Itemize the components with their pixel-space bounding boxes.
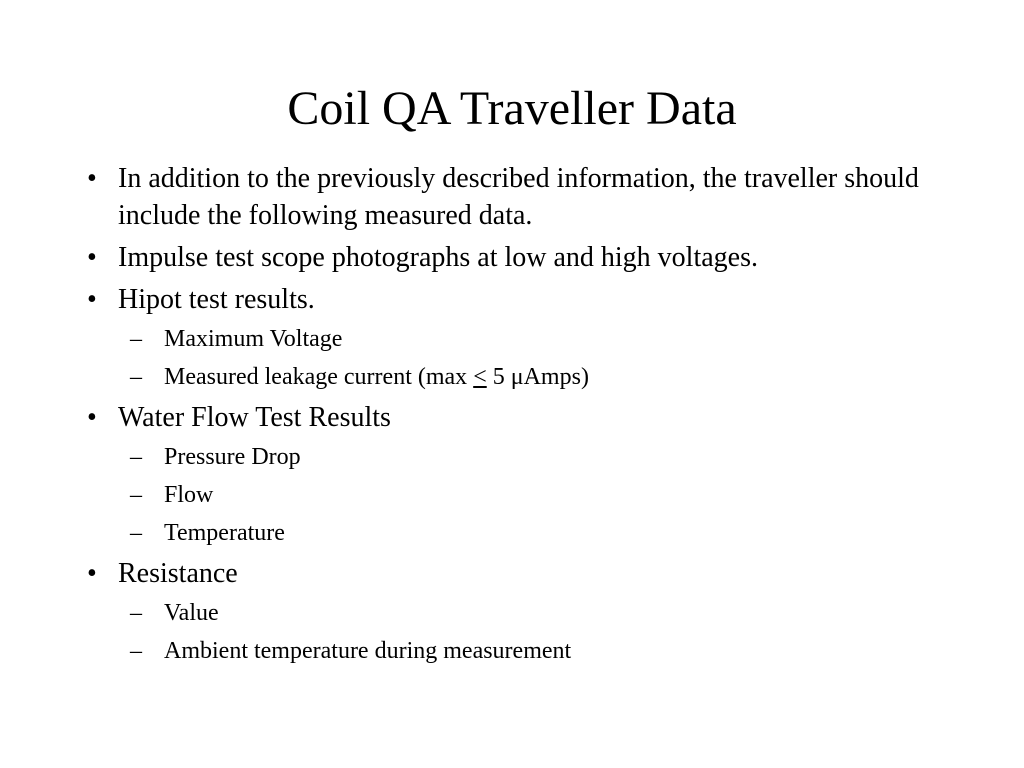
sub-bullet-text: Maximum Voltage — [164, 326, 343, 352]
bullet-text: Hipot test results. — [118, 284, 315, 315]
dash-marker: – — [130, 364, 142, 390]
dash-marker: – — [130, 638, 142, 664]
bullet-marker: • — [87, 558, 97, 589]
sub-bullet-text: Temperature — [164, 520, 285, 546]
sub-bullet-item — [82, 323, 942, 355]
sub-bullet-item — [82, 597, 942, 629]
sub-bullet-text-suffix: 5 μAmps) — [486, 364, 589, 390]
dash-marker: – — [130, 600, 142, 626]
sub-bullet-item — [82, 479, 942, 511]
sub-bullet-item — [82, 517, 942, 549]
bullet-text: Resistance — [118, 558, 238, 589]
sub-bullet-text: Ambient temperature during measurement — [164, 638, 572, 664]
slide-title: Coil QA Traveller Data — [287, 82, 737, 135]
bullet-item — [82, 555, 942, 592]
dash-marker: – — [130, 520, 142, 546]
sub-bullet-item — [82, 635, 942, 667]
less-than-or-equal-symbol: < — [473, 364, 487, 390]
bullet-text: Impulse test scope photographs at low and high voltages. — [118, 242, 758, 273]
sub-bullet-item — [82, 441, 942, 473]
dash-marker: – — [130, 482, 142, 508]
bullet-marker: • — [87, 402, 97, 433]
bullet-marker: • — [87, 242, 97, 273]
bullet-text: In addition to the previously described information, the traveller should include the following measured data. — [118, 163, 919, 231]
sub-bullet-text: Value — [164, 600, 219, 626]
sub-bullet-text: Pressure Drop — [164, 444, 301, 470]
dash-marker: – — [130, 326, 142, 352]
sub-bullet-item — [82, 361, 942, 393]
dash-marker: – — [130, 444, 142, 470]
bullet-marker: • — [87, 284, 97, 315]
sub-bullet-text: Flow — [164, 482, 214, 508]
bullet-item — [82, 239, 942, 276]
bullet-item — [82, 160, 942, 234]
bullet-marker: • — [87, 163, 97, 194]
bullet-item — [82, 281, 942, 318]
bullet-item — [82, 399, 942, 436]
sub-bullet-text-prefix: Measured leakage current (max — [164, 364, 474, 390]
bullet-text: Water Flow Test Results — [118, 402, 391, 433]
bullet-list — [82, 160, 942, 673]
